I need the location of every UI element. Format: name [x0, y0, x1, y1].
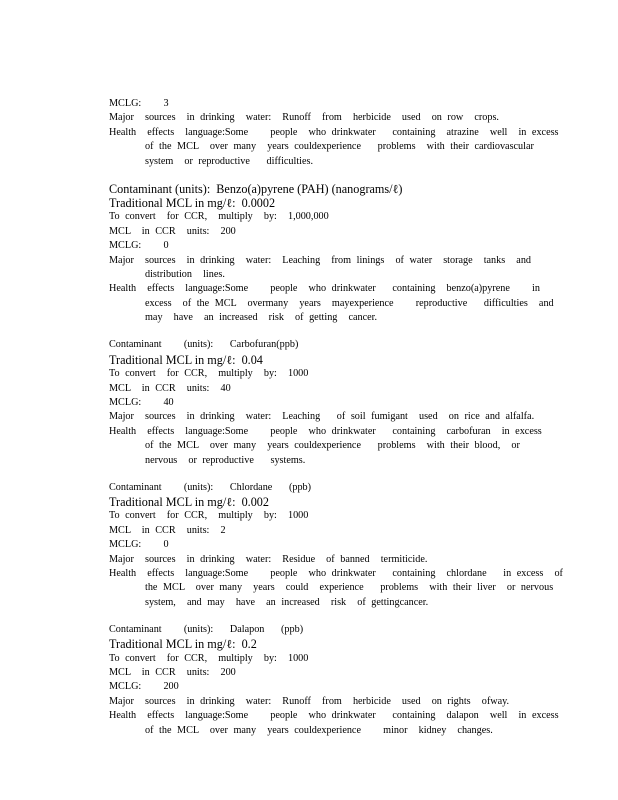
health-line-cont: nervous or reproductive systems.	[145, 454, 306, 466]
sources-line: Major sources in drinking water: Leaching of soil fumigant used on rice and alfalfa.	[109, 411, 535, 423]
sources-line: Major sources in drinking water: Runoff from herbicide used on row crops.	[109, 112, 499, 124]
contaminant-block-dalapon	[109, 623, 559, 738]
health-line: Health effects language:Some people who drinkwater containing carbofuran in excess	[109, 425, 542, 437]
mcl-ccr-line: MCL in CCR units: 40	[109, 382, 231, 394]
traditional-mcl: Traditional MCL in mg/ℓ: 0.04	[109, 352, 263, 367]
mcl-ccr-line: MCL in CCR units: 200	[109, 667, 236, 678]
traditional-mcl: Traditional MCL in mg/ℓ: 0.0002	[109, 196, 276, 211]
health-line-cont: excess of the MCL overmany years mayexperience reproductive difficulties and	[145, 297, 554, 309]
contaminant-heading: Contaminant (units): Dalapon (ppb)	[109, 623, 304, 635]
mclg-line: MCLG: 40	[109, 396, 174, 408]
convert-line: To convert for CCR, multiply by: 1000	[109, 368, 309, 380]
health-line-cont: the MCL over many years could experience problems with their liver or nervous	[145, 582, 554, 594]
health-line-cont: of the MCL over many years couldexperience minor kidney changes.	[145, 724, 493, 736]
convert-line: To convert for CCR, multiply by: 1000	[109, 510, 309, 522]
sources-line: Major sources in drinking water: Runoff from herbicide used on rights ofway.	[109, 695, 510, 707]
health-line-cont: of the MCL over many years couldexperience problems with their cardiovascular	[145, 141, 534, 153]
sources-line-cont: distribution lines.	[145, 269, 225, 281]
contaminant-heading: Contaminant (units): Benzo(a)pyrene (PAH) (nanograms/ℓ)	[109, 181, 403, 196]
mcl-ccr-line: MCL in CCR units: 2	[109, 524, 226, 536]
health-line-cont: may have an increased risk of getting cancer.	[145, 312, 378, 324]
contaminant-heading: Contaminant (units): Chlordane (ppb)	[109, 481, 312, 493]
contaminant-block-carbofuran	[109, 338, 542, 468]
document-page	[109, 97, 563, 751]
mclg-line: MCLG: 200	[109, 681, 179, 693]
traditional-mcl: Traditional MCL in mg/ℓ: 0.002	[109, 494, 269, 509]
mclg-line: MCLG: 3	[109, 98, 169, 109]
contaminant-heading: Contaminant (units): Carbofuran(ppb)	[109, 339, 299, 351]
convert-line: To convert for CCR, multiply by: 1,000,000	[109, 211, 329, 223]
mclg-line: MCLG: 0	[109, 539, 169, 551]
health-line-cont: of the MCL over many years couldexperience problems with their blood, or	[145, 440, 520, 452]
health-line: Health effects language:Some people who drinkwater containing benzo(a)pyrene in	[109, 283, 540, 295]
health-line-cont: system or reproductive difficulties.	[145, 155, 314, 167]
health-line: Health effects language:Some people who drinkwater containing dalapon well in excess	[109, 710, 559, 722]
mclg-line: MCLG: 0	[109, 240, 169, 252]
mcl-ccr-line: MCL in CCR units: 200	[109, 225, 236, 237]
intro-block	[109, 97, 559, 169]
sources-line: Major sources in drinking water: Residue of banned termiticide.	[109, 553, 428, 565]
health-line: Health effects language:Some people who drinkwater containing atrazine well in excess	[109, 126, 559, 138]
health-line-cont: system, and may have an increased risk of gettingcancer.	[145, 596, 429, 608]
traditional-mcl: Traditional MCL in mg/ℓ: 0.2	[109, 637, 257, 652]
contaminant-block-chlordane	[109, 481, 563, 611]
health-line: Health effects language:Some people who drinkwater containing chlordane in excess of	[109, 567, 563, 579]
convert-line: To convert for CCR, multiply by: 1000	[109, 652, 309, 664]
contaminant-block-benzo-a-pyrene	[109, 181, 554, 326]
sources-line: Major sources in drinking water: Leaching from linings of water storage tanks and	[109, 254, 532, 266]
